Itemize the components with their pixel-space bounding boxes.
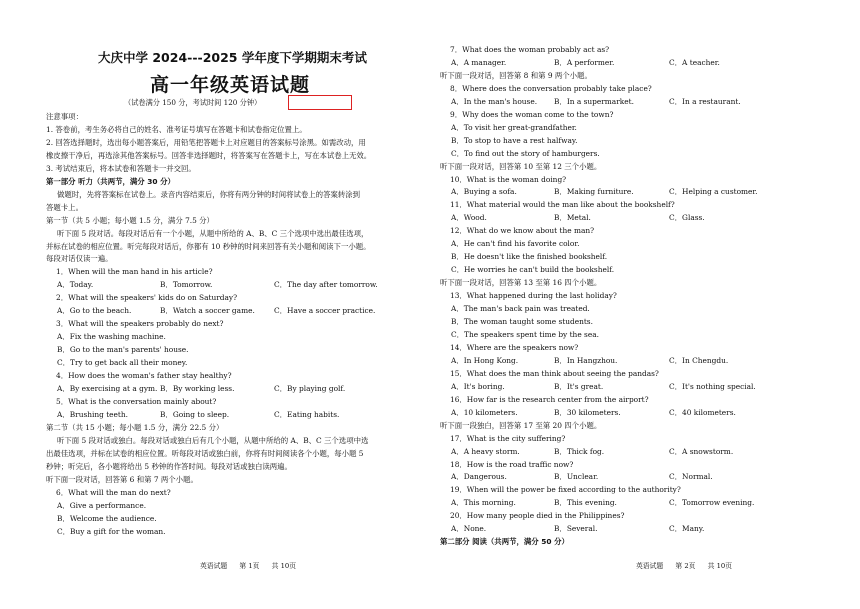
- q14-option-c: C．In Chengdu.: [669, 355, 729, 365]
- notes-heading: 注意事项：: [46, 112, 83, 121]
- q12-option-c: C．He worries he can't build the bookshelf.: [451, 265, 615, 275]
- note-1: 1. 答卷前，考生务必将自己的姓名、准考证号填写在答题卡和试卷指定位置上。: [46, 124, 307, 134]
- q3-option-b: B．Go to the man's parents' house.: [57, 345, 189, 355]
- q7-stem: 7．What does the woman probably act as?: [450, 45, 610, 54]
- q8-option-b: B．In a supermarket.: [554, 96, 634, 106]
- q14-stem: 14．Where are the speakers now?: [450, 342, 579, 352]
- note-2a: 2. 回答选择题时，选出每小题答案后，用铅笔把答题卡上对应题目的答案标号涂黑。如需改动，用: [46, 137, 366, 147]
- q6-option-a: A．Give a performance.: [57, 500, 147, 510]
- q5-stem: 5．What is the conversation mainly about?: [56, 396, 217, 406]
- q4-option-c: C．By playing golf.: [274, 384, 346, 394]
- section2-intro-c: 秒钟；听完后，各小题将给出 5 秒钟的作答时间。每段对话或独白读两遍。: [46, 461, 292, 471]
- q13-option-b: B．The woman taught some students.: [451, 317, 593, 327]
- q13-option-a: A．The man's back pain was treated.: [451, 304, 590, 314]
- q12-option-a: A．He can't find his favorite color.: [451, 239, 580, 249]
- q18-option-a: A．Dangerous.: [451, 472, 507, 482]
- q12-stem: 12．What do we know about the man?: [450, 226, 595, 236]
- q5-option-b: B．Going to sleep.: [160, 409, 230, 419]
- q16-option-a: A．10 kilometers.: [451, 407, 518, 417]
- q14-options: [440, 355, 820, 368]
- q11-options: [440, 212, 820, 225]
- q4-option-a: A．By exercising at a gym.: [57, 384, 158, 394]
- q7-option-a: A．A manager.: [451, 57, 507, 67]
- q14-option-b: B．In Hangzhou.: [554, 355, 618, 365]
- part1-intro-b: 答题卡上。: [46, 202, 83, 212]
- q15-option-a: A．It's boring.: [451, 381, 505, 391]
- q9-option-a: A．To visit her great-grandfather.: [451, 122, 577, 132]
- exam-title: 高一年级英语试题: [150, 74, 311, 96]
- q11-stem: 11．What material would the man like about the bookshelf?: [450, 200, 675, 210]
- section2-intro-a: 听下面 5 段对话或独白。每段对话或独白后有几个小题，从题中所给的 A、B、C 三个选项中选: [57, 435, 369, 445]
- part2-heading: 第二部分 阅读（共两节，满分 50 分）: [440, 537, 569, 547]
- q19-option-a: A．This morning.: [451, 498, 516, 508]
- q15-option-b: B．It's great.: [554, 381, 604, 391]
- footer-left-subject: 英语试题: [200, 562, 228, 570]
- q3-option-c: C．Try to get back all their money.: [57, 358, 188, 368]
- footer-right: [636, 560, 742, 573]
- q13-option-c: C．The speakers spent time by the sea.: [451, 329, 599, 339]
- q8-options: [440, 96, 820, 109]
- q19-options: [440, 497, 820, 510]
- q10-option-a: A．Buying a sofa.: [451, 187, 517, 197]
- footer-right-page: 第 2页: [675, 562, 696, 570]
- exam-info: （试卷满分 150 分，考试时间 120 分钟）: [124, 98, 262, 107]
- q8-stem: 8．Where does the conversation probably take place?: [450, 83, 652, 93]
- q15-option-c: C．It's nothing special.: [669, 381, 756, 391]
- q1-option-a: A．Today.: [57, 280, 94, 290]
- q20-option-b: B．Several.: [554, 524, 598, 534]
- q5-option-c: C．Eating habits.: [274, 409, 340, 419]
- footer-left-page: 第 1页: [239, 562, 260, 570]
- q3-stem: 3．What will the speakers probably do next?: [56, 319, 224, 329]
- q18-option-b: B．Unclear.: [554, 472, 599, 482]
- q20-stem: 20．How many people died in the Philippines?: [450, 511, 625, 521]
- section1-intro-b: 并标在试卷的相应位置。听完每段对话后，你都有 10 秒钟的时间来回答有关小题和阅读下一小题。: [46, 241, 371, 251]
- q16-stem: 16．How far is the research center from the airport?: [450, 394, 649, 404]
- dialogue-6-7-instruction: 听下面一段对话，回答第 6 和第 7 两个小题。: [46, 474, 198, 484]
- footer-right-total: 共 10页: [707, 562, 733, 570]
- q2-option-a: A．Go to the beach.: [57, 306, 132, 316]
- q19-option-c: C．Tomorrow evening.: [669, 498, 755, 508]
- section1-intro-c: 每段对话仅读一遍。: [46, 254, 113, 264]
- footer-right-subject: 英语试题: [636, 562, 664, 570]
- q4-options: [46, 383, 422, 396]
- q15-stem: 15．What does the man think about seeing the pandas?: [450, 368, 659, 378]
- q8-option-a: A．In the man's house.: [451, 96, 538, 106]
- q2-options: [46, 305, 422, 318]
- q17-option-b: B．Thick fog.: [554, 446, 605, 456]
- q12-option-b: B．He doesn't like the finished bookshelf.: [451, 252, 608, 262]
- q1-stem: 1．When will the man hand in his article?: [56, 267, 213, 277]
- q7-options: [440, 57, 820, 70]
- section1-heading: 第一节（共 5 小题；每小题 1.5 分，满分 7.5 分）: [46, 215, 214, 225]
- part1-intro-a: 做题时，先将答案标在试卷上。录音内容结束后，你将有两分钟的时间将试卷上的答案转涂到: [57, 189, 361, 199]
- dialogue-13-16-instruction: 听下面一段对话，回答第 13 至第 16 四个小题。: [440, 278, 602, 288]
- q20-options: [440, 523, 820, 536]
- q15-options: [440, 381, 820, 394]
- q9-stem: 9．Why does the woman come to the town?: [450, 109, 614, 119]
- q20-option-a: A．None.: [451, 524, 487, 534]
- note-3: 3. 考试结束后，将本试卷和答题卡一并交回。: [46, 163, 196, 173]
- monologue-17-20-instruction: 听下面一段独白，回答第 17 至第 20 四个小题。: [440, 420, 602, 430]
- q18-option-c: C．Normal.: [669, 472, 713, 482]
- q17-option-c: C．A snowstorm.: [669, 446, 734, 456]
- annotation-box: [288, 95, 352, 110]
- left-column: [46, 111, 422, 538]
- part1-heading: 第一部分 听力（共两节，满分 30 分）: [46, 176, 175, 186]
- q16-options: [440, 407, 820, 420]
- q19-stem: 19．When will the power be fixed according to the authority?: [450, 485, 681, 495]
- q7-option-c: C．A teacher.: [669, 57, 720, 67]
- q2-stem: 2．What will the speakers' kids do on Saturday?: [56, 293, 238, 303]
- q10-stem: 10．What is the woman doing?: [450, 174, 567, 184]
- q10-option-b: B．Making furniture.: [554, 187, 634, 197]
- section2-intro-b: 出最佳选项，并标在试卷的相应位置。听每段对话或独白前，你将有时间阅读各个小题，每小题 5: [46, 448, 364, 458]
- q8-option-c: C．In a restaurant.: [669, 96, 741, 106]
- q17-stem: 17．What is the city suffering?: [450, 433, 566, 443]
- dialogue-8-9-instruction: 听下面一段对话，回答第 8 和第 9 两个小题。: [440, 70, 592, 80]
- q2-option-b: B．Watch a soccer game.: [160, 306, 255, 316]
- q20-option-c: C．Many.: [669, 524, 705, 534]
- section2-heading: 第二节（共 15 小题；每小题 1.5 分，满分 22.5 分）: [46, 422, 224, 432]
- q11-option-a: A．Wood.: [451, 213, 487, 223]
- q1-option-b: B．Tomorrow.: [160, 280, 213, 290]
- q16-option-b: B．30 kilometers.: [554, 407, 621, 417]
- school-exam-title: 大庆中学 2024---2025 学年度下学期期末考试: [98, 50, 367, 65]
- q6-option-c: C．Buy a gift for the woman.: [57, 526, 166, 536]
- q18-options: [440, 471, 820, 484]
- q6-stem: 6．What will the man do next?: [56, 487, 171, 497]
- right-column: [440, 44, 820, 549]
- q1-option-c: C．The day after tomorrow.: [274, 280, 378, 290]
- q1-options: [46, 279, 422, 292]
- q9-option-c: C．To find out the story of hamburgers.: [451, 148, 600, 158]
- q16-option-c: C．40 kilometers.: [669, 407, 736, 417]
- q18-stem: 18．How is the road traffic now?: [450, 459, 574, 469]
- q5-options: [46, 409, 422, 422]
- q10-option-c: C．Helping a customer.: [669, 187, 758, 197]
- note-2b: 橡皮擦干净后，再选涂其他答案标号。回答非选择题时，将答案写在答题卡上，写在本试卷上无效。: [46, 150, 372, 160]
- q14-option-a: A．In Hong Kong.: [451, 355, 519, 365]
- q6-option-b: B．Welcome the audience.: [57, 513, 157, 523]
- footer-left: [200, 560, 306, 573]
- dialogue-10-12-instruction: 听下面一段对话，回答第 10 至第 12 三个小题。: [440, 161, 602, 171]
- q13-stem: 13．What happened during the last holiday?: [450, 291, 617, 301]
- q4-stem: 4．How does the woman's father stay healthy?: [56, 371, 232, 381]
- q7-option-b: B．A performer.: [554, 57, 615, 67]
- section1-intro-a: 听下面 5 段对话。每段对话后有一个小题，从题中所给的 A、B、C 三个选项中选出最佳选项，: [57, 228, 369, 238]
- q9-option-b: B．To stop to have a rest halfway.: [451, 135, 578, 145]
- q3-option-a: A．Fix the washing machine.: [57, 332, 166, 342]
- q4-option-b: B．By working less.: [160, 384, 235, 394]
- q10-options: [440, 186, 820, 199]
- q17-options: [440, 446, 820, 459]
- q19-option-b: B．This evening.: [554, 498, 617, 508]
- footer-left-total: 共 10页: [271, 562, 297, 570]
- q17-option-a: A．A heavy storm.: [451, 446, 520, 456]
- q2-option-c: C．Have a soccer practice.: [274, 306, 376, 316]
- q11-option-b: B．Metal.: [554, 213, 591, 223]
- q5-option-a: A．Brushing teeth.: [57, 409, 129, 419]
- q11-option-c: C．Glass.: [669, 213, 705, 223]
